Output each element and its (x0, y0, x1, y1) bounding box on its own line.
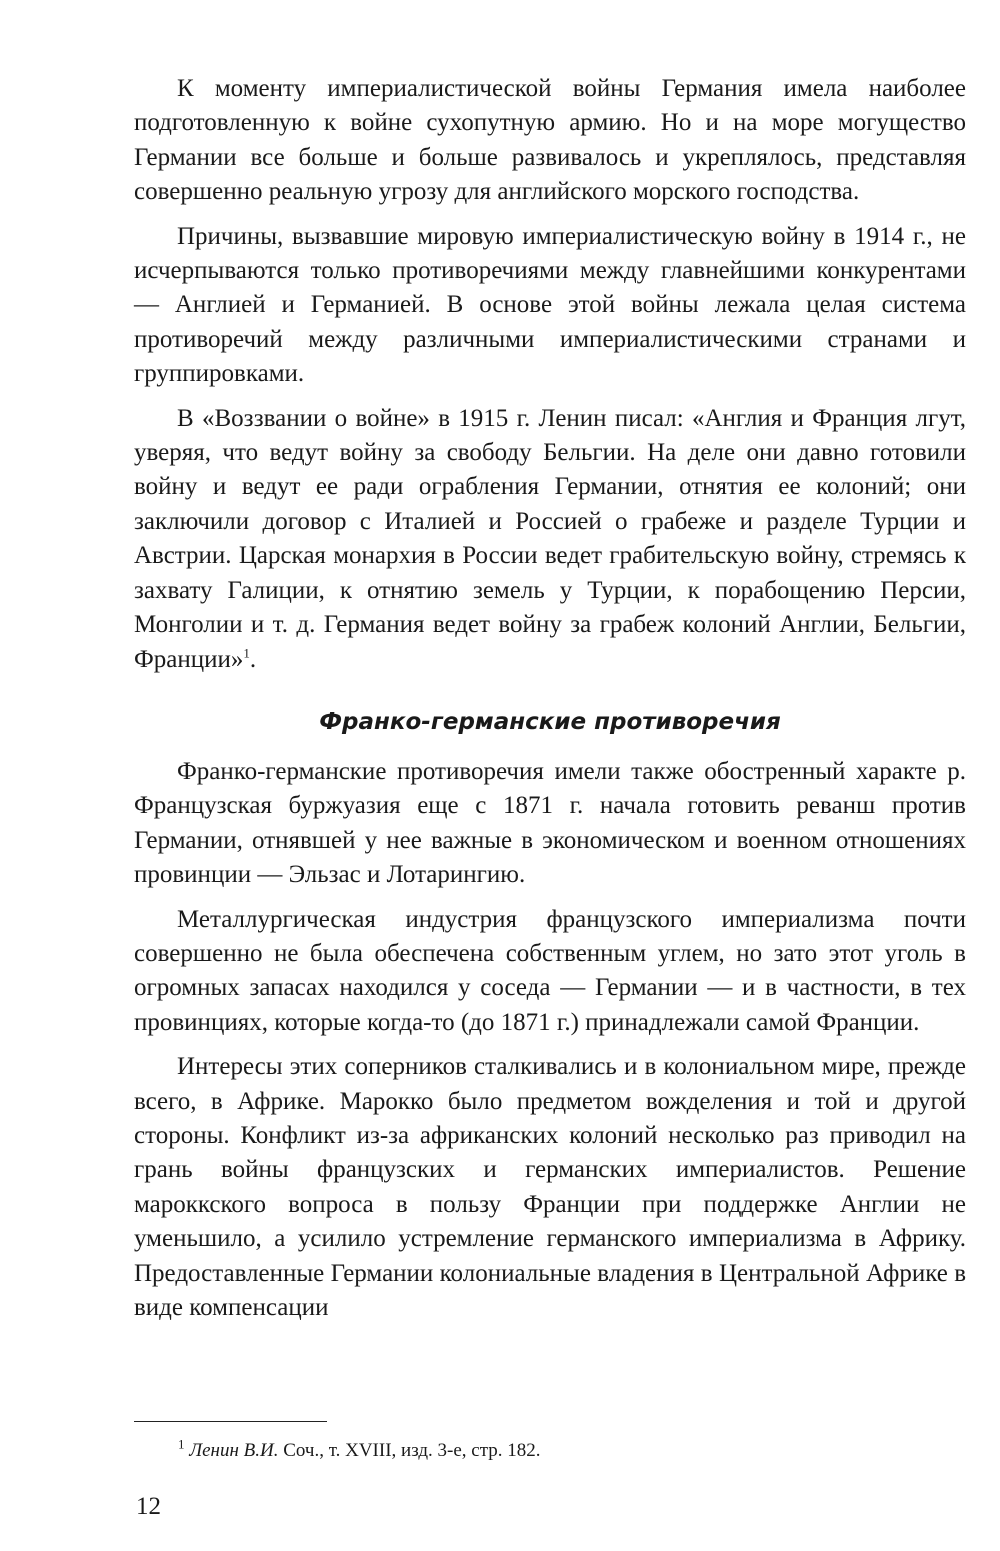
footnote-author: Ленин В.И. (189, 1440, 279, 1461)
page-number: 12 (136, 1493, 161, 1520)
main-text (134, 72, 966, 1335)
paragraph: Франко-германские противоречия имели также обостренный характе р. Французская буржуазия еще с 1871 г. начала готовить реванш против Германии, отнявшей у нее важные в экономическом и военном отношениях провинции — Эльзас и Лотарингию. (134, 757, 966, 889)
quote-text: В «Воззвании о войне» в 1915 г. Ленин писал: «Англия и Франция лгут, уверяя, что ведут войну за свободу Бельгии. На деле они давно готовили войну и ведут ее ради ограбления Германии, отнятия ее колоний; они заключили договор с Италией и Россией о грабеже и разделе Турции и Австрии. Царская монархия в России ведет грабительскую войну, стремясь к захвату Галиции, к отнятию земель у Турции, к порабощению Персии, Монголии и т. д. Германия ведет войну за грабеж колоний Англии, Бельгии, Франции» (134, 404, 966, 673)
footnote-reference[interactable]: 1 (243, 645, 250, 661)
paragraph: Причины, вызвавшие мировую империалистическую войну в 1914 г., не исчерпываются только противоречиями между главнейшими конкурентами — Англией и Германией. В основе этой войны лежала целая система противоречий между различными империалистическими странами и группировками. (134, 222, 966, 388)
paragraph: К моменту империалистической войны Германия имела наиболее подготовленную к войне сухопутную армию. Но и на море могущество Германии все больше и больше развивалось и укреплялось, представляя совершенно реальную угрозу для английского морского господства. (134, 75, 966, 206)
footnote-source: Соч., т. XVIII, изд. 3-е, стр. 182. (283, 1440, 541, 1461)
sentence-end: . (249, 645, 257, 673)
footnote-number: 1 (178, 1436, 185, 1452)
paragraph-with-quote (134, 402, 966, 677)
footnote (178, 1436, 541, 1463)
paragraph: Металлургическая индустрия французского империализма почти совершенно не была обеспечена собственным углем, но зато этот уголь в огромных запасах находился у соседа — Германии — и в частности, в тех провинциях, которые когда-то (до 1871 г.) принадлежали самой Франции. (134, 905, 966, 1036)
section-heading: Франко-германские противоречия (319, 708, 781, 735)
footnote-divider (134, 1421, 327, 1422)
paragraph: Интересы этих соперников сталкивались и в колониальном мире, прежде всего, в Африке. Марокко было предметом вожделения и той и другой стороны. Конфликт из-за африканских колоний несколько раз приводил на грань войны французских и германских империалистов. Решение мароккского вопроса в пользу Франции при поддержке Англии не уменьшило, а усилило устремление германского империализма в Африку. Предоставленные Германии колониальные владения в Центральной Африке в виде компенсации (134, 1053, 966, 1321)
